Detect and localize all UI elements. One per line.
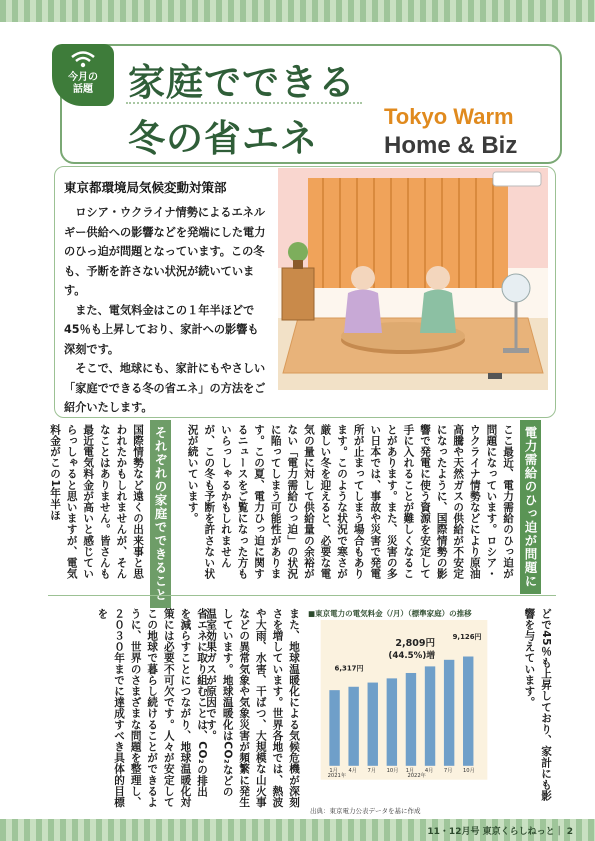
section-heading-home-actions: それぞれの家庭でできること [150, 420, 171, 608]
chart-bar [348, 687, 358, 766]
chart-x-tick: 1月 [329, 767, 338, 774]
chart-x-tick: 10月 [463, 767, 475, 774]
intro-paragraph: また、電気料金はこの１年半ほどで45％も上昇しており、家計への影響も深刻です。 [64, 303, 259, 356]
chart-x-tick: 10月 [386, 767, 399, 774]
footer-page-info: 11・12月号 東京くらしねっと｜ 2 [427, 827, 573, 837]
section-body-power-shortage: ここ最近、電力需給のひっ迫が問題になっています。ロシア・ウクライナ情勢などにより原油高騰や天然ガスの供給が不安定になったように、国際情勢の影響で発電に使う資源を安定して手に入れることが難しくなることがあります。また、災害の多い日本では、事故や災害で発電所が止まってしまう場合もあります。このような状況で寒さが厳しい冬を迎えると、必要な電気の量に対して供給量の余裕がない「電力需給ひっ迫」の状況に陥ってしまう可能性があります。この夏、電力ひっ迫に関するニュースをご覧になった方もいらっしゃるかもしれませんが、この冬も予断を許さない状況が続いています。 [186, 424, 514, 580]
living-room-illustration [278, 168, 548, 390]
chart-bar [444, 660, 454, 766]
page-title-line2: 冬の省エネ [128, 116, 318, 160]
organization-name: 東京都環境局気候変動対策部 [64, 180, 227, 195]
chart-source: 出典：東京電力公表データを基に作成 [310, 807, 421, 815]
chart-bar [368, 683, 378, 766]
electricity-price-chart [308, 620, 500, 804]
year-label-2022: 2022年 [407, 773, 426, 780]
brand-line2: Home & Biz [384, 132, 518, 159]
chart-bar [425, 666, 435, 765]
chart-x-tick: 1月 [405, 767, 415, 774]
brand-line1: Tokyo Warm [384, 104, 514, 129]
start-value-label: 6,317円 [334, 664, 364, 673]
year-label-2021: 2021年 [327, 773, 347, 780]
chart-bar [463, 657, 473, 766]
chart-x-tick: 4月 [424, 767, 434, 774]
topic-badge [52, 44, 114, 106]
difference-percent: (44.5%)増 [388, 651, 435, 662]
badge-text: 今月の 話題 [68, 72, 98, 95]
chart-title: ■東京電力の電気料金（/月）（標準家庭）の推移 [308, 609, 472, 618]
bottom-text-right: どで45％も上昇しており、家計にも影響を与えています。 [523, 608, 552, 802]
section-divider [48, 595, 556, 596]
chart-x-tick: 4月 [348, 767, 357, 774]
intro-paragraph: そこで、地球にも、家計にもやさしい「家庭でできる冬の省エネ」の方法をご紹介いたします。 [64, 362, 266, 414]
bottom-text-middle: また、地球温暖化による気候危機が深刻さを増しています。世界各地では、熱波や大雨、水害、干ばつ、大規模な山火事などの異常気象や気象災害が頻繁に発生しています。地球温暖化はCO₂などの温室効果ガスが原因です。 [205, 608, 300, 808]
section-body-home-actions: 国際情勢など遠くの出来事と思われたかもしれませんが、そんなことはありません。皆さんも最近電気料金が高いと感じていらっしゃると思いますが、電気料金がこの1年半ほ [49, 424, 144, 580]
chart-bar [406, 673, 416, 766]
difference-label: 2,809円 [395, 638, 436, 650]
page-title-line1: 家庭でできる [128, 60, 356, 104]
top-stripe [0, 0, 595, 22]
wifi-icon [70, 50, 96, 68]
bottom-text-left: 省エネに取り組むことは、CO₂の排出を減らすことにつながり、地球温暖化対策には必要不可欠です。人々が安定してこの地球で暮らし続けることができるように、世界のさまざまな問題を整理し、２０３０年までに達成すべき具体的目標を [96, 608, 208, 808]
intro-paragraph: ロシア・ウクライナ情勢によるエネルギー供給への影響などを発端にした電力のひっ迫が問題となっています。この冬も、予断を許さない状況が続いています。 [64, 206, 266, 297]
section-heading-power-shortage: 電力需給のひっ迫が問題に [520, 420, 541, 594]
title-divider [126, 102, 362, 104]
chart-x-tick: 7月 [367, 767, 377, 774]
chart-bar [387, 678, 397, 765]
end-value-label: 9,126円 [452, 633, 482, 642]
intro-text [64, 203, 268, 418]
chart-bar [329, 690, 339, 766]
chart-x-tick: 7月 [443, 767, 453, 774]
